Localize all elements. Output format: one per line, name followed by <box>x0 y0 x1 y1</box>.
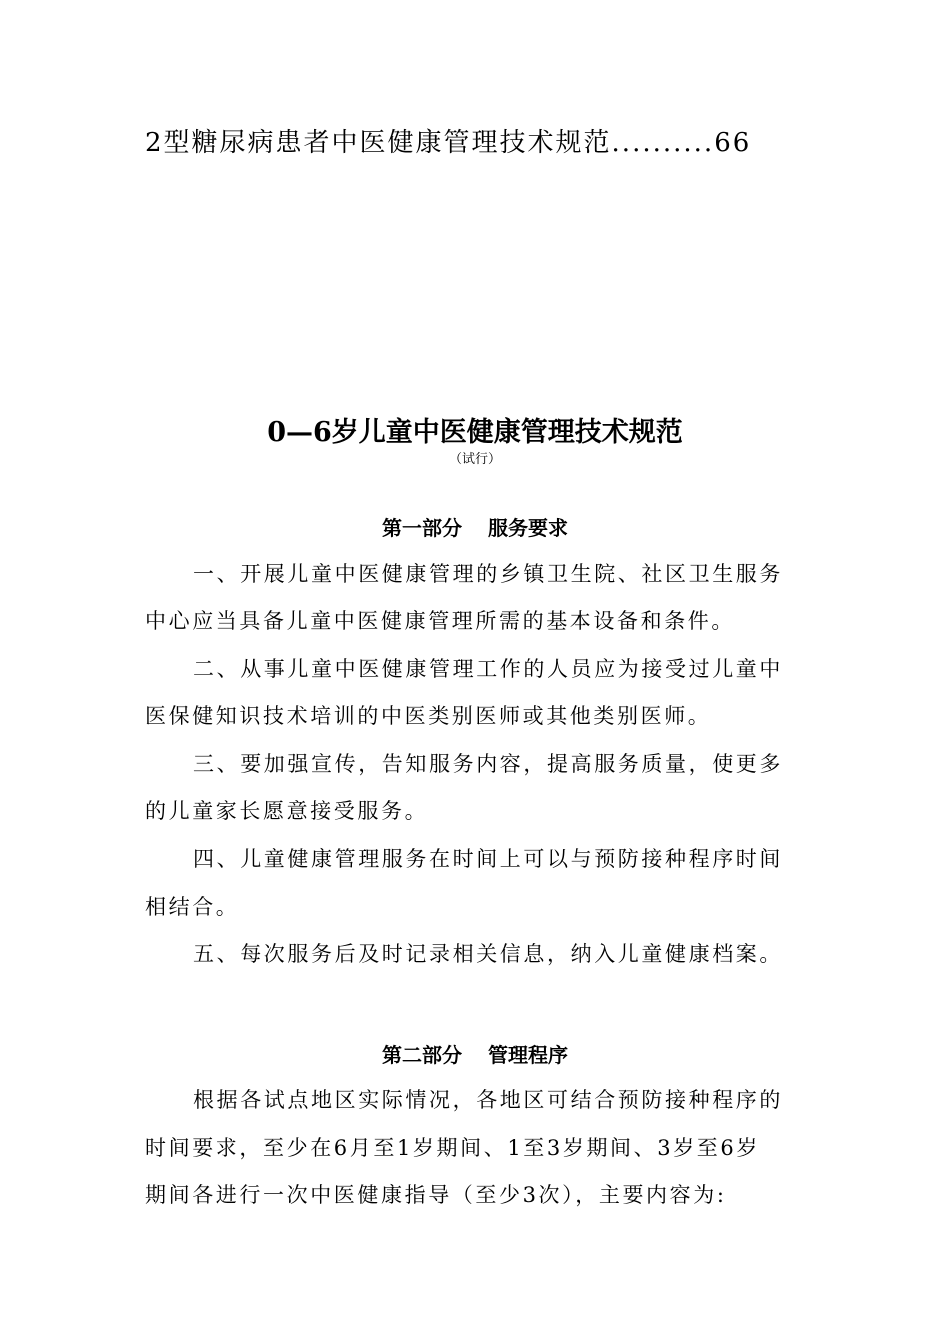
toc-leader-dots: .......... <box>611 128 715 158</box>
part2-line-2: 时间要求，至少在6月至1岁期间、1至3岁期间、3岁至6岁 <box>145 1136 760 1160</box>
toc-entry[interactable] <box>145 122 751 159</box>
part2-line-1: 根据各试点地区实际情况，各地区可结合预防接种程序的 <box>193 1088 783 1112</box>
part1-name: 服务要求 <box>488 516 568 540</box>
part1-line-3: 二、从事儿童中医健康管理工作的人员应为接受过儿童中 <box>193 657 783 681</box>
part1-line-5: 三、要加强宣传，告知服务内容，提高服务质量，使更多 <box>193 752 783 776</box>
part2-name: 管理程序 <box>488 1043 568 1067</box>
document-title: 0—6岁儿童中医健康管理技术规范 <box>267 417 683 448</box>
part1-number: 第一部分 <box>382 516 462 540</box>
part1-line-8: 相结合。 <box>145 895 240 919</box>
toc-page-number: 66 <box>714 128 752 158</box>
part2-number: 第二部分 <box>382 1043 462 1067</box>
part1-line-9: 五、每次服务后及时记录相关信息，纳入儿童健康档案。 <box>193 942 783 966</box>
part1-line-6: 的儿童家长愿意接受服务。 <box>145 799 429 823</box>
part1-line-7: 四、儿童健康管理服务在时间上可以与预防接种程序时间 <box>193 847 783 871</box>
part1-line-4: 医保健知识技术培训的中医类别医师或其他类别医师。 <box>145 704 712 728</box>
part1-line-1: 一、开展儿童中医健康管理的乡镇卫生院、社区卫生服务 <box>193 562 783 586</box>
part2-heading <box>0 1039 950 1068</box>
toc-entry-title: 2型糖尿病患者中医健康管理技术规范 <box>145 128 612 158</box>
document-subtitle: （试行） <box>448 452 501 467</box>
part1-heading <box>0 512 950 541</box>
part2-line-3: 期间各进行一次中医健康指导（至少3次），主要内容为: <box>145 1183 727 1207</box>
part1-line-2: 中心应当具备儿童中医健康管理所需的基本设备和条件。 <box>145 609 735 633</box>
